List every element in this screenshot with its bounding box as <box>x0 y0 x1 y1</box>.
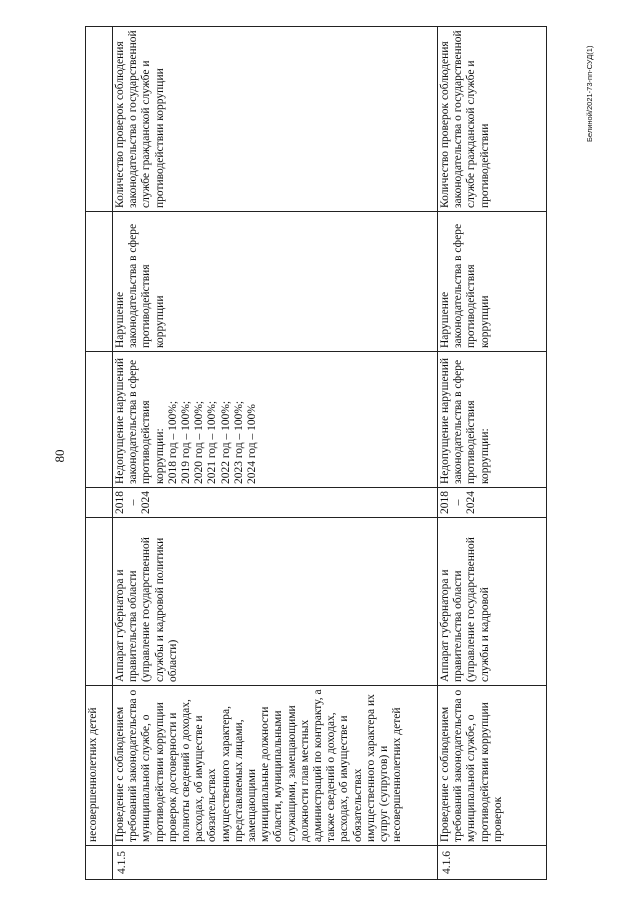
cell-result <box>86 352 113 488</box>
cell-result: Недопущение нарушений законодательства в сфере противодействия коррупции: <box>438 352 547 488</box>
cell-executor: Аппарат губернатора и правительства области (управление государственной службы и кадровой <box>438 518 547 686</box>
table-row <box>113 27 438 880</box>
cell-result: Недопущение нарушений законодательства в сфере противодействия коррупции: 2018 год – 100%; 2019 год – 100%; 2020 год – 100%; 2021 год – 100%; 2022 год – 100%; 2023 год – 100%; 2024 год – 100% <box>113 352 438 488</box>
cell-indicator: Количество проверок соблюдения законодательства о государственной службе гражданской службе и противодействии коррупции <box>113 27 438 212</box>
cell-indicator <box>86 27 113 212</box>
cell-executor <box>86 518 113 686</box>
table-row-continuation <box>86 27 113 880</box>
cell-term <box>86 488 113 518</box>
cell-risk <box>86 212 113 352</box>
cell-num: 4.1.5 <box>113 846 438 880</box>
cell-executor: Аппарат губернатора и правительства области (управление государственной службы и кадровой политики области) <box>113 518 438 686</box>
table-row <box>438 27 547 880</box>
cell-term: 2018 – 2024 <box>438 488 547 518</box>
measures-table <box>85 26 547 880</box>
cell-num: 4.1.6 <box>438 846 547 880</box>
cell-name: Проведение с соблюдением требований законодательства о муниципальной службе, о противодействии коррупции проверок достоверности и полноты сведений о доходах, расходах, об имуществе и обязательствах имущественного характера, представляемых лицами, замещающими муниципальные должности области, муниципальными служащими, замещающими должности глав местных администраций по контракту, а также сведений о доходах, расходах, об имуществе и обязательствах имущественного характера их супруг (супругов) и несовершеннолетних детей <box>113 686 438 846</box>
page-number: 80 <box>52 449 67 463</box>
cell-indicator: Количество проверок соблюдения законодательства о государственной службе гражданской службе и противодействии <box>438 27 547 212</box>
cell-term: 2018 – 2024 <box>113 488 438 518</box>
footer-document-code: Белиной/2021-73-пп-СУД(1) <box>585 45 594 142</box>
cell-risk: Нарушение законодательства в сфере противодействия коррупции <box>438 212 547 352</box>
cell-name: Проведение с соблюдением требований законодательства о муниципальной службе, о противодействии коррупции проверок <box>438 686 547 846</box>
cell-num <box>86 846 113 880</box>
cell-risk: Нарушение законодательства в сфере противодействия коррупции <box>113 212 438 352</box>
table-container <box>85 27 537 880</box>
cell-name: несовершеннолетних детей <box>86 686 113 846</box>
